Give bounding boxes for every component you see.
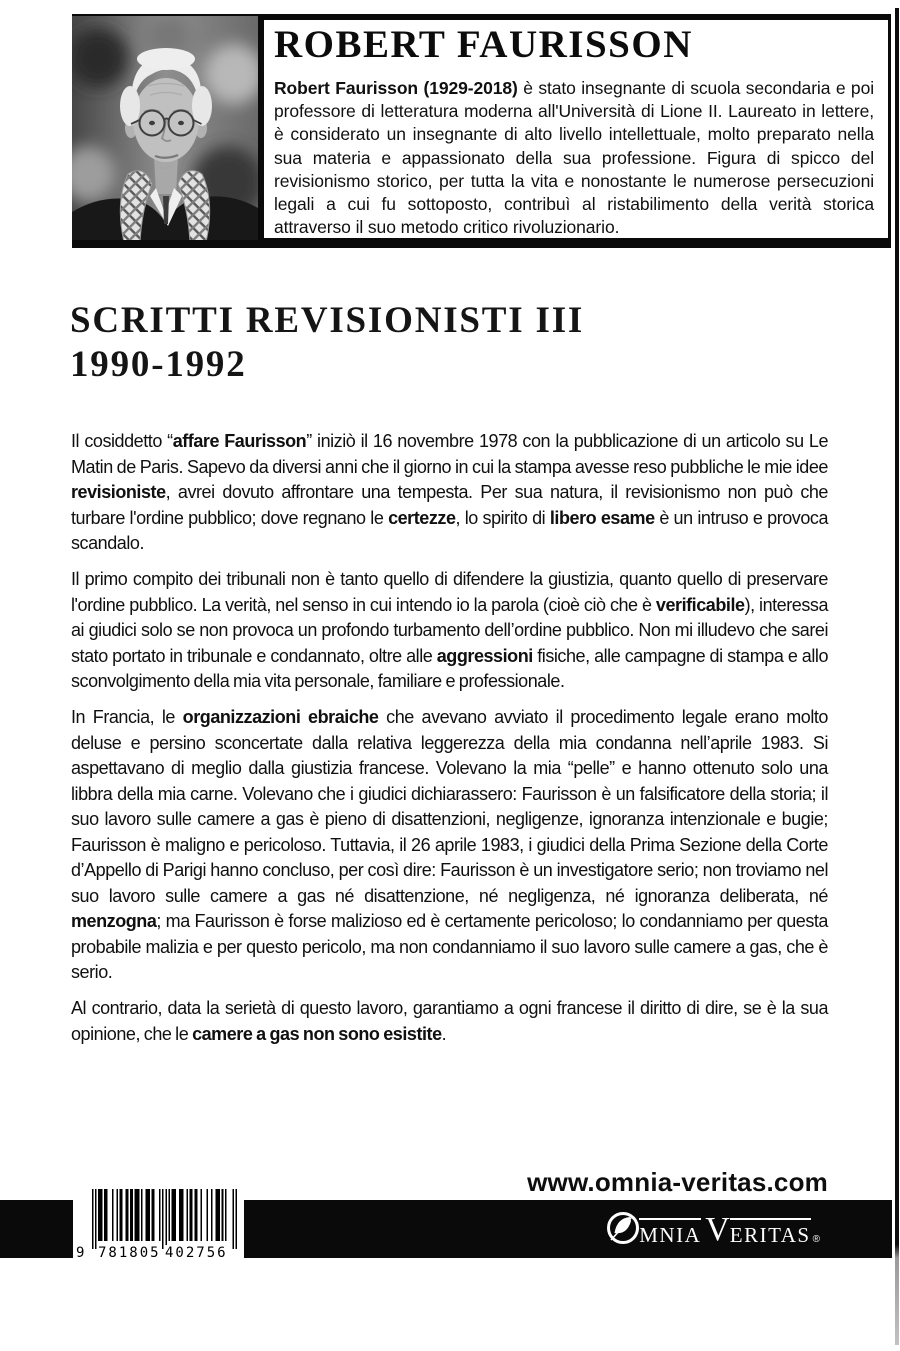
omnia-veritas-leaf-o-icon	[604, 1209, 642, 1247]
logo-text-eritas: ERITAS	[730, 1218, 811, 1246]
author-portrait-photo	[72, 16, 258, 240]
header-text-box	[264, 20, 888, 238]
barcode-digit-group1: 781805	[98, 1245, 161, 1261]
body-paragraph-3: In Francia, le organizzazioni ebraiche che avevano avviato il procedimento legale erano molto deluse e persino sconcertate dalla relativa leggerezza della mia condanna nell’aprile 1983. Si aspettavano di meglio dalla giustizia francese. Volevano la mia “pelle” e hanno ottenuto solo una libbra della mia carne. Volevano che i giudici dichiarassero: Faurisson è un falsificatore della storia; il suo lavoro sulle camere a gas è pieno di disattenzioni, negligenze, ignoranza intenzionale e bugie; Faurisson è maligno e pericoloso. Tuttavia, il 26 aprile 1983, i giudici della Prima Sezione della Corte d’Appello di Parigi hanno concluso, per così dire: Faurisson è un investigatore serio; non troviamo nel suo lavoro sulle camere a gas né disattenzione, né negligenza, né ignoranza deliberata, né menzogna; ma Faurisson è forse malizioso ed è certamente pericoloso; lo condanniamo per questa probabile malizia e per questo pericolo, ma non condanniamo il suo lavoro sulle camere a gas, che è serio.	[71, 707, 828, 982]
logo-text-mnia: MNIA	[639, 1218, 701, 1246]
body-paragraph-1: Il cosiddetto “affare Faurisson” iniziò il 16 novembre 1978 con la pubblicazione di un articolo su Le Matin de Paris. Sapevo da diversi anni che il giorno in cui la stampa avesse reso pubbliche le mie idee revisioniste, avrei dovuto affrontare una tempesta. Per sua natura, il revisionismo non può che turbare l'ordine pubblico; dove regnano le certezze, lo spirito di libero esame è un intruso e provoca scandalo.	[71, 431, 829, 553]
barcode-bars-icon	[92, 1189, 237, 1249]
logo-text-v: V	[705, 1211, 730, 1248]
isbn-barcode	[73, 1186, 244, 1263]
scan-edge-line	[895, 8, 899, 1345]
header-band	[72, 14, 891, 248]
barcode-digit-lead: 9	[76, 1245, 87, 1261]
body-paragraph-4: Al contrario, data la serietà di questo lavoro, garantiamo a ogni francese il diritto di dire, se è la sua opinione, che le camere a gas non sono esistite.	[71, 998, 828, 1044]
author-bio: Robert Faurisson (1929-2018) è stato insegnante di scuola secondaria e poi professore di letteratura moderna all'Università di Lione II. Laureato in lettere, è considerato un insegnante di alto livello intellettuale, molto preparato nella sua materia e appassionato della sua professione. Figura di spicco del revisionismo storico, per tutta la vita e nonostante le numerose persecuzioni legali a cui fu sottoposto, contribuì al ristabilimento della verità storica attraverso il suo metodo critico rivoluzionario.	[274, 78, 874, 238]
book-title	[70, 299, 584, 386]
author-name-title: ROBERT FAURISSON	[274, 23, 693, 66]
body-paragraph-2: Il primo compito dei tribunali non è tanto quello di difendere la giustizia, quanto quello di preservare l'ordine pubblico. La verità, nel senso in cui intendo io la parola (cioè ciò che è verificabile), interessa ai giudici solo se non provoca un profondo turbamento dell’ordine pubblico. Non mi illudevo che sarei stato portato in tribunale e condannato, oltre alle aggressioni fisiche, alle campagne di stampa e allo sconvolgimento della mia vita personale, familiare e professionale.	[71, 569, 829, 691]
publisher-website: www.omnia-veritas.com	[527, 1167, 828, 1197]
book-title-line2: 1990-1992	[70, 343, 247, 385]
registered-trademark-icon: ®	[812, 1234, 820, 1245]
barcode-digit-group2: 402756	[165, 1245, 228, 1261]
back-cover-blurb	[71, 429, 828, 1058]
author-portrait	[72, 16, 258, 240]
barcode-digits	[73, 1244, 244, 1261]
book-title-line1: SCRITTI REVISIONISTI III	[70, 300, 585, 341]
publisher-logo	[604, 1209, 820, 1247]
